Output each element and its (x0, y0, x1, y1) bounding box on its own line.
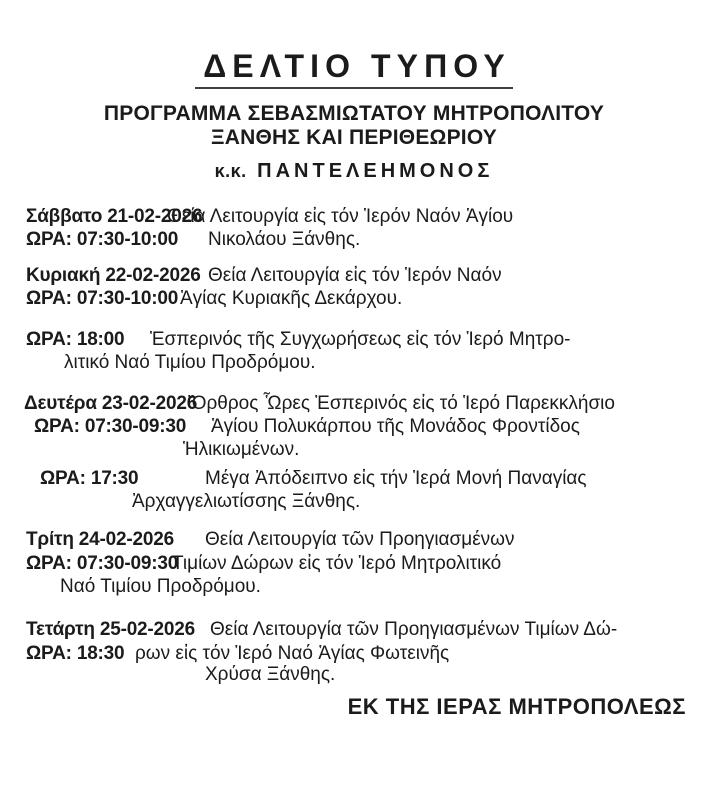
document-title-text: ΔΕΛΤΙΟ ΤΥΠΟΥ (195, 48, 513, 89)
entry-5-desc-1: Μέγα Ἀπόδειπνο εἰς τήν Ἱερά Μονή Παναγίας (205, 468, 587, 489)
entry-2-time: ΩΡΑ: 07:30-10:00 (26, 288, 179, 309)
entry-1-time: ΩΡΑ: 07:30-10:00 (26, 229, 179, 250)
entry-2-date: Κυριακή 22-02-2026 (26, 265, 201, 286)
entry-3-time: ΩΡΑ: 18:00 (26, 329, 125, 350)
document-subtitle (0, 102, 708, 150)
entry-2-desc-1: Θεία Λειτουργία εἰς τόν Ἱερόν Ναόν (208, 265, 502, 286)
entry-6-desc-2: Τιμίων Δώρων εἰς τόν Ἱερό Μητρολιτικό (172, 553, 502, 574)
entry-5-desc-2: Ἀρχαγγελιωτίσσης Ξάνθης. (132, 491, 361, 512)
entry-6-date: Τρίτη 24-02-2026 (26, 529, 174, 550)
entry-4-time: ΩΡΑ: 07:30-09:30 (34, 416, 187, 437)
entry-5-time: ΩΡΑ: 17:30 (40, 468, 139, 489)
signature-line: ΕΚ ΤΗΣ ΙΕΡΑΣ ΜΗΤΡΟΠΟΛΕΩΣ (347, 694, 686, 719)
subtitle-line-2: ΞΑΝΘΗΣ ΚΑΙ ΠΕΡΙΘΕΩΡΙΟΥ (211, 126, 497, 149)
entry-6-time: ΩΡΑ: 07:30-09:30 (26, 553, 179, 574)
entry-6-desc-1: Θεία Λειτουργία τῶν Προηγιασμένων (205, 529, 515, 550)
entry-7-desc-3: Χρύσα Ξάνθης. (205, 664, 336, 685)
entry-1-date: Σάββατο 21-02-2026 (26, 206, 203, 227)
entry-4-desc-2: Ἁγίου Πολυκάρπου τῆς Μονάδος Φροντίδος (211, 416, 580, 437)
entry-7-time: ΩΡΑ: 18:30 (26, 643, 125, 664)
entry-7-desc-2: ρων εἰς τόν Ἱερό Ναό Ἁγίας Φωτεινῆς (135, 643, 450, 664)
entry-3-desc-1: Ἑσπερινός τῆς Συγχωρήσεως εἰς τόν Ἱερό Μητρο- (150, 329, 571, 350)
entry-2-desc-2: Ἁγίας Κυριακῆς Δεκάρχου. (180, 288, 403, 309)
entry-6-desc-3: Ναό Τιμίου Προδρόμου. (60, 576, 261, 597)
entry-4-date: Δευτέρα 23-02-2026 (24, 393, 198, 414)
document-title (0, 48, 708, 89)
entry-4-desc-3: Ἡλικιωμένων. (183, 439, 300, 460)
entry-1-desc-1: Θεία Λειτουργία εἰς τόν Ἱερόν Ναόν Ἁγίου (167, 206, 514, 227)
bishop-name: ΠΑΝΤΕΛΕΗΜΟΝΟΣ (257, 160, 494, 182)
entry-7-desc-1: Θεία Λειτουργία τῶν Προηγιασμένων Τιμίων Δώ- (210, 619, 618, 640)
entry-3-desc-2: λιτικό Ναό Τιμίου Προδρόμου. (64, 352, 316, 373)
entry-7-date: Τετάρτη 25-02-2026 (26, 619, 196, 640)
bishop-honorific: κ.κ. (214, 161, 247, 181)
entry-4-desc-1: Ὄρθρος Ὧρες Ἑσπερινός εἰς τό Ἱερό Παρεκκλήσιο (188, 393, 615, 414)
subtitle-line-1: ΠΡΟΓΡΑΜΜΑ ΣΕΒΑΣΜΙΩΤΑΤΟΥ ΜΗΤΡΟΠΟΛΙΤΟΥ (103, 102, 605, 125)
bishop-name-line (0, 160, 708, 183)
entry-1-desc-2: Νικολάου Ξάνθης. (208, 229, 361, 250)
